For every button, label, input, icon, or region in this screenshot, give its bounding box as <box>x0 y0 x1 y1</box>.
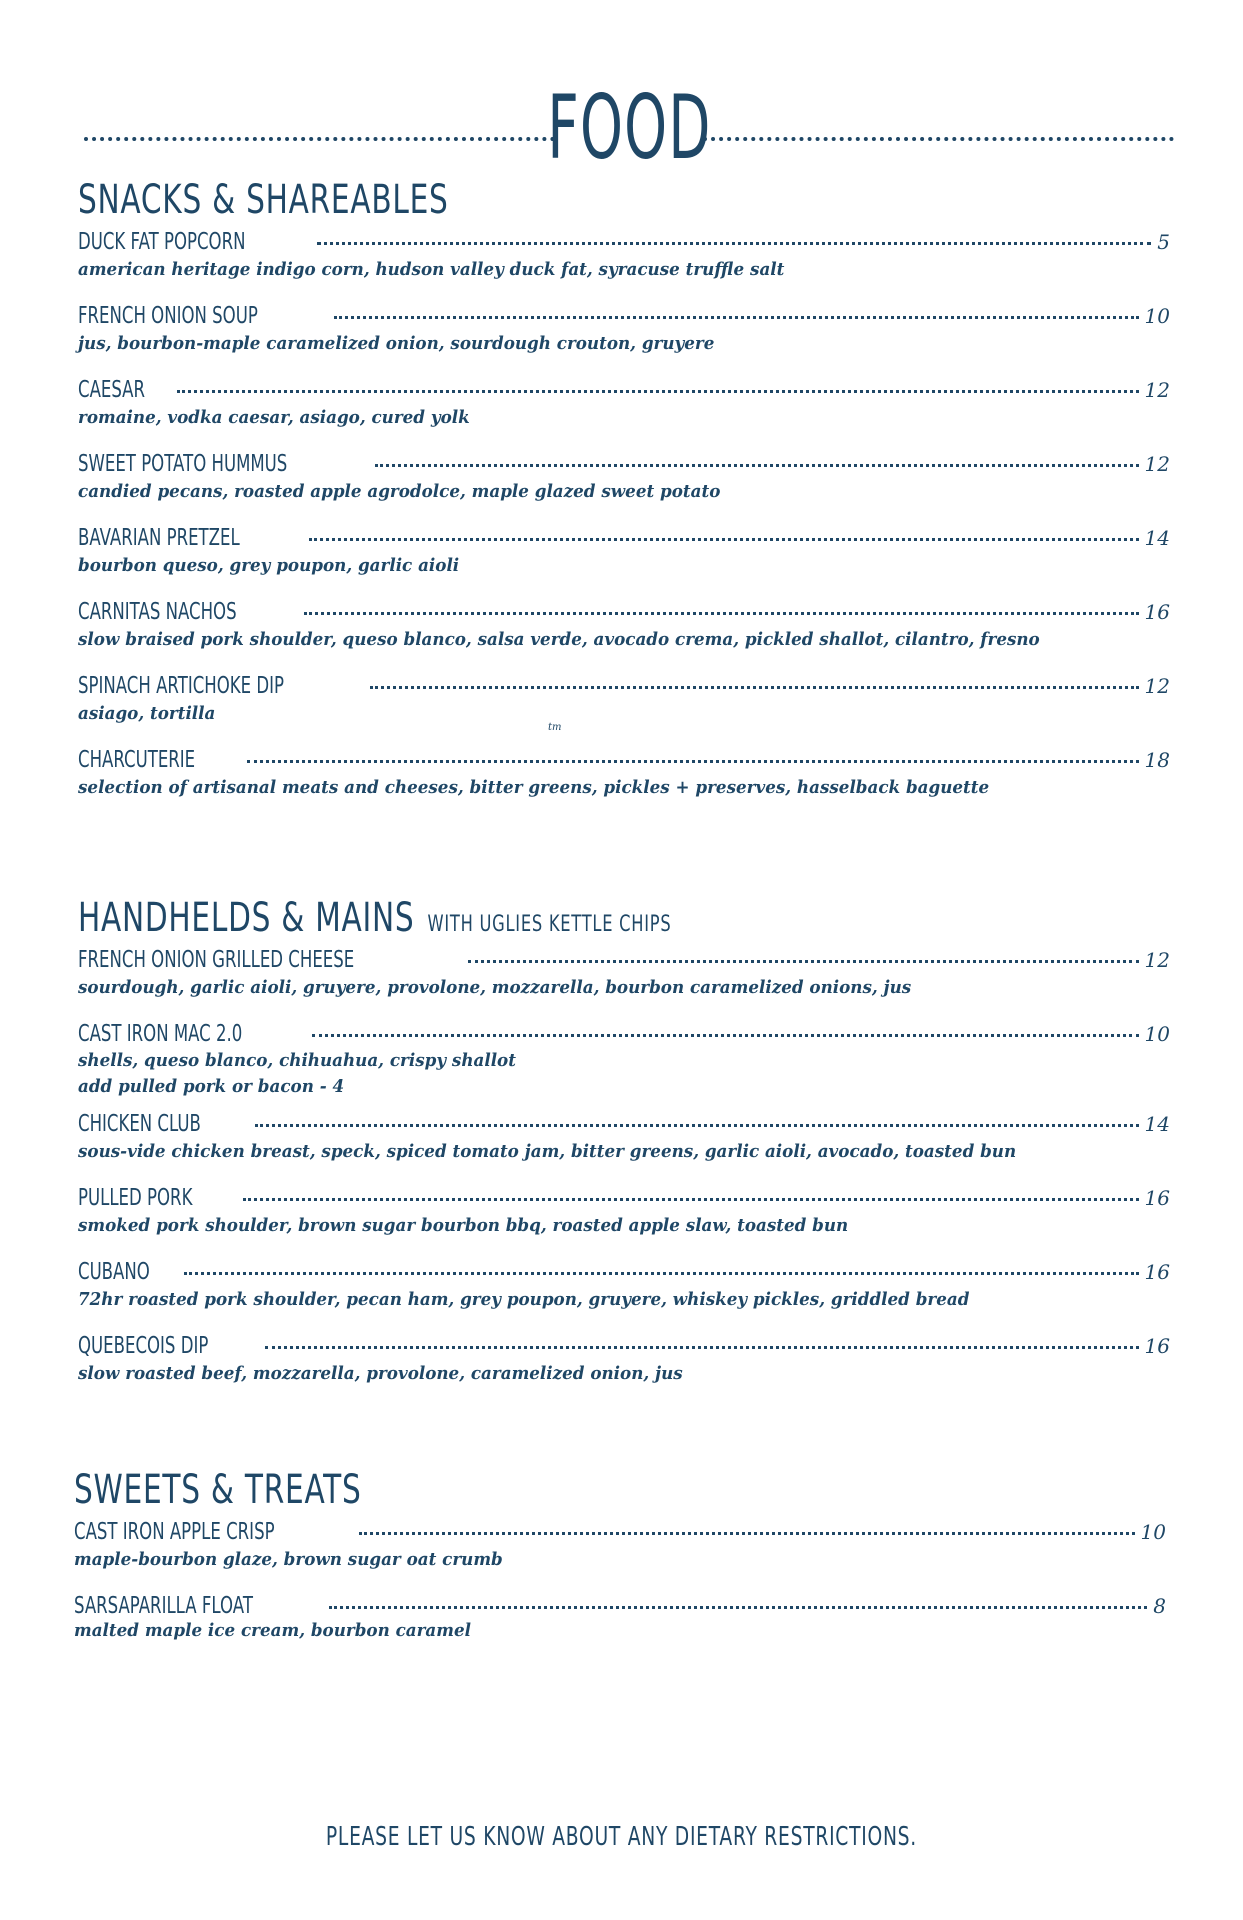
item-price: 14 <box>1144 526 1170 550</box>
dot-leader <box>312 1034 1138 1037</box>
item-name: CAESAR <box>78 377 146 403</box>
item-description: maple-bourbon glaze, brown sugar oat crumb <box>74 1549 503 1570</box>
item-name: CAST IRON APPLE CRISP <box>74 1519 275 1545</box>
item-description: selection of artisanal meats and cheeses, bitter greens, pickles + preserves, hasselback baguette <box>78 777 990 798</box>
section-snacks <box>78 176 1170 820</box>
item-description: candied pecans, roasted apple agrodolce, maple glazed sweet potato <box>78 481 721 502</box>
menu-item <box>78 598 1170 654</box>
item-description: shells, queso blanco, chihuahua, crispy shallot <box>78 1050 516 1071</box>
item-name: FRENCH ONION SOUP <box>78 303 258 329</box>
menu-item <box>78 672 1170 728</box>
dot-leader <box>370 686 1138 689</box>
section-heading-snacks <box>78 176 886 224</box>
item-name: CHICKEN CLUB <box>78 1111 201 1137</box>
item-description: american heritage indigo corn, hudson valley duck fat, syracuse truffle salt <box>78 259 785 280</box>
item-description: romaine, vodka caesar, asiago, cured yolk <box>78 407 470 428</box>
section-heading-mains <box>78 894 886 942</box>
trademark-mark: tm <box>548 722 562 733</box>
item-name: BAVARIAN PRETZEL <box>78 525 240 551</box>
item-name: QUEBECOIS DIP <box>78 1333 209 1359</box>
item-description: sourdough, garlic aioli, gruyere, provolone, mozzarella, bourbon caramelized onions, jus <box>78 977 912 998</box>
menu-header <box>84 78 1174 178</box>
item-price: 10 <box>1140 1520 1166 1544</box>
item-price: 18 <box>1144 748 1170 772</box>
dot-leader <box>334 316 1139 319</box>
menu-item <box>78 524 1170 580</box>
item-price: 10 <box>1144 304 1170 328</box>
item-description: slow braised pork shoulder, queso blanco, salsa verde, avocado crema, pickled shallot, cilantro, fresno <box>78 629 1040 650</box>
menu-item <box>78 946 1170 1002</box>
item-name: CAST IRON MAC 2.0 <box>78 1021 243 1047</box>
item-description: 72hr roasted pork shoulder, pecan ham, grey poupon, gruyere, whiskey pickles, griddled bread <box>78 1289 970 1310</box>
item-name: SWEET POTATO HUMMUS <box>78 451 288 477</box>
item-description: sous-vide chicken breast, speck, spiced tomato jam, bitter greens, garlic aioli, avocado, toasted bun <box>78 1141 1017 1162</box>
menu-item <box>78 746 1170 802</box>
item-name: CARNITAS NACHOS <box>78 599 237 625</box>
dot-leader <box>468 960 1139 963</box>
menu-item <box>78 302 1170 358</box>
dot-leader <box>317 242 1152 245</box>
dot-leader <box>304 612 1138 615</box>
dot-leader <box>247 760 1139 763</box>
dot-leader <box>329 1606 1148 1609</box>
item-description: jus, bourbon-maple caramelized onion, sourdough crouton, gruyere <box>78 333 715 354</box>
item-description: bourbon queso, grey poupon, garlic aioli <box>78 555 460 576</box>
item-price: 12 <box>1144 948 1170 972</box>
item-price: 12 <box>1144 378 1170 402</box>
menu-item <box>78 376 1170 432</box>
section-sweets <box>74 1466 1166 1660</box>
item-price: 10 <box>1144 1022 1170 1046</box>
item-name: CHARCUTERIE <box>78 747 196 773</box>
section-subheading-mains: WITH UGLIES KETTLE CHIPS <box>427 912 672 937</box>
dietary-notice <box>0 1822 1243 1852</box>
item-price: 16 <box>1144 1334 1170 1358</box>
dot-leader <box>184 1272 1139 1275</box>
section-heading-mains-text: HANDHELDS & MAINS <box>78 895 415 941</box>
item-price: 16 <box>1144 1260 1170 1284</box>
item-name: SPINACH ARTICHOKE DIP <box>78 673 284 699</box>
item-description: asiago, tortilla <box>78 703 216 724</box>
menu-item <box>74 1518 1166 1574</box>
item-description: slow roasted beef, mozzarella, provolone, caramelized onion, jus <box>78 1363 683 1384</box>
page-title: FOOD <box>546 76 712 179</box>
menu-item <box>78 1332 1170 1388</box>
item-price: 5 <box>1157 230 1170 254</box>
header-dots-left <box>84 137 555 141</box>
item-price: 14 <box>1144 1112 1170 1136</box>
menu-item <box>78 1020 1170 1100</box>
item-name: PULLED PORK <box>78 1185 193 1211</box>
menu-item <box>78 1110 1170 1166</box>
item-price: 8 <box>1153 1594 1166 1618</box>
section-heading-sweets <box>74 1466 882 1514</box>
dot-leader <box>255 1124 1139 1127</box>
section-heading-snacks-text: SNACKS & SHAREABLES <box>78 177 449 223</box>
item-addon: add pulled pork or bacon - 4 <box>78 1076 345 1097</box>
menu-item <box>78 1258 1170 1314</box>
item-name: SARSAPARILLA FLOAT <box>74 1593 253 1619</box>
item-name: DUCK FAT POPCORN <box>78 229 246 255</box>
menu-item <box>78 1184 1170 1240</box>
dot-leader <box>375 464 1139 467</box>
dot-leader <box>177 390 1138 393</box>
header-dots-right <box>703 137 1174 141</box>
item-price: 16 <box>1144 600 1170 624</box>
dot-leader <box>359 1532 1135 1535</box>
item-name: CUBANO <box>78 1259 150 1285</box>
item-description: smoked pork shoulder, brown sugar bourbon bbq, roasted apple slaw, toasted bun <box>78 1215 849 1236</box>
dot-leader <box>243 1198 1139 1201</box>
item-price: 12 <box>1144 674 1170 698</box>
item-description: malted maple ice cream, bourbon caramel <box>74 1620 472 1641</box>
dot-leader <box>265 1346 1139 1349</box>
item-price: 16 <box>1144 1186 1170 1210</box>
item-price: 12 <box>1144 452 1170 476</box>
menu-item <box>78 228 1170 284</box>
dot-leader <box>309 538 1139 541</box>
section-mains <box>78 894 1170 1406</box>
dietary-notice-text: PLEASE LET US KNOW ABOUT ANY DIETARY RESTRICTIONS. <box>325 1822 918 1852</box>
menu-item <box>78 450 1170 506</box>
section-heading-sweets-text: SWEETS & TREATS <box>74 1467 362 1513</box>
item-name: FRENCH ONION GRILLED CHEESE <box>78 947 355 973</box>
menu-item <box>74 1592 1166 1642</box>
